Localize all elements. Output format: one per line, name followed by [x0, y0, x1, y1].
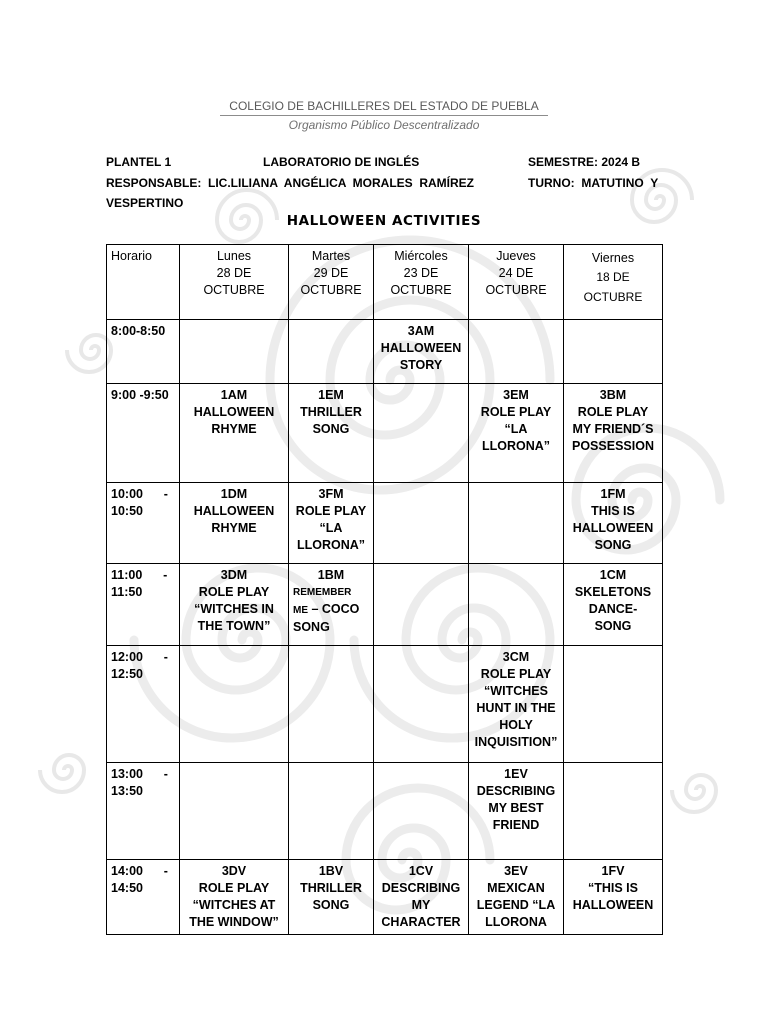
activity-cell	[469, 384, 564, 483]
time-slot-text: 9:00 -9:50	[111, 388, 169, 402]
activity-cell	[180, 646, 289, 763]
activity-cell	[180, 384, 289, 483]
activity-line: RHYME	[211, 422, 257, 436]
day-header-jueves: Jueves 24 DE OCTUBRE	[469, 245, 564, 320]
time-slot-text: 13:50	[111, 784, 143, 798]
turno-label: TURNO: MATUTINO Y	[528, 176, 659, 190]
activity-cell	[564, 483, 663, 564]
header-divider	[220, 115, 548, 116]
activity-cell	[374, 860, 469, 935]
activity-line: LEGEND “LA	[476, 898, 556, 912]
activity-code: 3BM	[599, 388, 627, 402]
activity-cell	[289, 483, 374, 564]
activity-cell	[374, 564, 469, 646]
activity-line: ROLE PLAY	[198, 585, 270, 599]
time-slot-cell	[107, 763, 180, 860]
activity-cell	[180, 763, 289, 860]
activity-line: HOLY	[499, 718, 533, 732]
activity-code: 1AM	[220, 388, 248, 402]
activity-cell	[564, 564, 663, 646]
activity-cell	[564, 384, 663, 483]
table-row	[107, 646, 663, 763]
school-name: COLEGIO DE BACHILLERES DEL ESTADO DE PUEBLA	[229, 99, 539, 113]
activity-cell	[374, 483, 469, 564]
activity-line: “THIS IS	[587, 881, 638, 895]
activity-line: SKELETONS	[574, 585, 652, 599]
activity-line: “LA	[504, 422, 528, 436]
activity-line: LLORONA”	[481, 439, 551, 453]
table-row	[107, 564, 663, 646]
activity-code: 1BM	[317, 568, 345, 582]
activity-cell	[564, 860, 663, 935]
activity-line: HALLOWEEN	[380, 341, 462, 355]
activity-line: THE TOWN”	[197, 619, 271, 633]
activity-cell	[180, 564, 289, 646]
activity-code: 3DM	[220, 568, 248, 582]
activity-line: HALLOWEEN	[572, 898, 654, 912]
activity-cell	[289, 646, 374, 763]
activity-line: ROLE PLAY	[198, 881, 270, 895]
activity-line: HALLOWEEN	[572, 521, 654, 535]
activity-cell	[469, 483, 564, 564]
activity-line: “WITCHES IN	[194, 602, 274, 616]
activity-cell	[469, 320, 564, 384]
activity-line: MEXICAN	[487, 881, 545, 895]
time-slot-cell	[107, 483, 180, 564]
schedule-table	[106, 244, 663, 935]
horario-header: Horario	[107, 245, 180, 320]
activity-cell	[289, 320, 374, 384]
time-slot-cell	[107, 564, 180, 646]
activity-code: 1FV	[601, 864, 625, 878]
activity-line: POSSESSION	[572, 439, 654, 453]
activity-cell	[289, 384, 374, 483]
activity-line: LLORONA”	[296, 538, 366, 552]
table-row	[107, 483, 663, 564]
activity-code: 3FM	[318, 487, 344, 501]
day-header-viernes: Viernes 18 DE OCTUBRE	[564, 245, 663, 320]
activity-line: MY FRIEND´S	[572, 422, 654, 436]
activity-line: ROLE PLAY	[480, 667, 552, 681]
activity-line: – COCO	[308, 602, 360, 616]
activity-cell	[564, 763, 663, 860]
table-row	[107, 320, 663, 384]
activity-line: STORY	[399, 358, 443, 372]
activity-line: SONG	[312, 898, 350, 912]
activity-line: RHYME	[211, 521, 257, 535]
organism-subtitle: Organismo Público Descentralizado	[288, 118, 480, 132]
activity-code: 3AM	[407, 324, 435, 338]
time-slot-text: 14:00 -	[111, 864, 168, 878]
activity-cell	[374, 646, 469, 763]
activity-line: FRIEND	[492, 818, 540, 832]
day-header-lunes: Lunes 28 DE OCTUBRE	[180, 245, 289, 320]
time-slot-text: 14:50	[111, 881, 143, 895]
activity-cell	[289, 763, 374, 860]
activity-code: 3CM	[502, 650, 530, 664]
activity-line: MY	[411, 898, 431, 912]
activity-line: CHARACTER	[381, 915, 461, 929]
day-header-miercoles: Miércoles 23 DE OCTUBRE	[374, 245, 469, 320]
activity-cell	[289, 564, 374, 646]
activity-code: 3DV	[221, 864, 247, 878]
time-slot-text: 12:00 -	[111, 650, 168, 664]
activity-line: LLORONA	[485, 915, 547, 929]
activity-cell	[374, 763, 469, 860]
activity-code: 3EM	[503, 388, 529, 402]
time-slot-text: 11:00 -	[111, 568, 168, 582]
activity-line: ROLE PLAY	[295, 504, 367, 518]
time-slot-text: 12:50	[111, 667, 143, 681]
time-slot-text: 11:50	[111, 585, 143, 599]
activity-line: SONG	[293, 620, 330, 634]
activity-line: THIS IS	[591, 504, 635, 518]
time-slot-text: 10:50	[111, 504, 143, 518]
activity-cell	[180, 320, 289, 384]
activity-line: THRILLER	[300, 405, 362, 419]
activity-cell	[374, 320, 469, 384]
activity-line: HUNT IN THE	[476, 701, 556, 715]
activity-code: 1EV	[504, 767, 528, 781]
table-header-row	[107, 245, 663, 320]
activity-cell	[469, 646, 564, 763]
time-slot-cell	[107, 646, 180, 763]
activity-line: ROLE PLAY	[577, 405, 649, 419]
activity-cell	[469, 564, 564, 646]
activity-line: MY BEST	[488, 801, 544, 815]
activity-line: REMEMBER	[293, 587, 352, 598]
activity-code: 1BV	[318, 864, 344, 878]
time-slot-cell	[107, 320, 180, 384]
activity-line: “WITCHES	[484, 684, 548, 698]
time-slot-cell	[107, 860, 180, 935]
laboratorio-label: LABORATORIO DE INGLÉS	[263, 155, 420, 169]
activity-code: 1EM	[318, 388, 344, 402]
activity-line: “WITCHES AT	[192, 898, 276, 912]
activity-line: DANCE-	[588, 602, 638, 616]
document-title: HALLOWEEN ACTIVITIES	[286, 213, 482, 229]
activity-code: 1FM	[600, 487, 626, 501]
activity-code: 1DM	[220, 487, 248, 501]
activity-cell	[289, 860, 374, 935]
activity-cell	[564, 320, 663, 384]
activity-code: 1CV	[408, 864, 434, 878]
plantel-label: PLANTEL 1	[106, 155, 172, 169]
activity-line: THRILLER	[300, 881, 362, 895]
activity-line: SONG	[594, 538, 632, 552]
activity-cell	[564, 646, 663, 763]
day-header-martes: Martes 29 DE OCTUBRE	[289, 245, 374, 320]
activity-line: DESCRIBING	[381, 881, 461, 895]
activity-code: 3EV	[504, 864, 528, 878]
activity-line: ME	[293, 605, 308, 616]
semestre-label: SEMESTRE: 2024 B	[528, 155, 641, 169]
activity-line: SONG	[594, 619, 632, 633]
activity-line: INQUISITION”	[474, 735, 558, 749]
activity-cell	[180, 483, 289, 564]
activity-cell	[469, 763, 564, 860]
table-row	[107, 384, 663, 483]
activity-line: HALLOWEEN	[193, 504, 275, 518]
time-slot-text: 10:00 -	[111, 487, 168, 501]
activity-line: “LA	[319, 521, 343, 535]
time-slot-text: 8:00-8:50	[111, 324, 166, 338]
table-row	[107, 763, 663, 860]
activity-cell	[469, 860, 564, 935]
activity-code: 1CM	[599, 568, 627, 582]
time-slot-text: 13:00 -	[111, 767, 168, 781]
table-row	[107, 860, 663, 935]
activity-cell	[374, 384, 469, 483]
activity-line: ROLE PLAY	[480, 405, 552, 419]
responsable-label: RESPONSABLE: LIC.LILIANA ANGÉLICA MORALES RAMÍREZ	[106, 176, 474, 190]
activity-line: DESCRIBING	[476, 784, 556, 798]
activity-line: SONG	[312, 422, 350, 436]
time-slot-cell	[107, 384, 180, 483]
activity-cell	[180, 860, 289, 935]
activity-line: HALLOWEEN	[193, 405, 275, 419]
activity-line: THE WINDOW”	[189, 915, 279, 929]
turno-continuation: VESPERTINO	[106, 196, 184, 210]
